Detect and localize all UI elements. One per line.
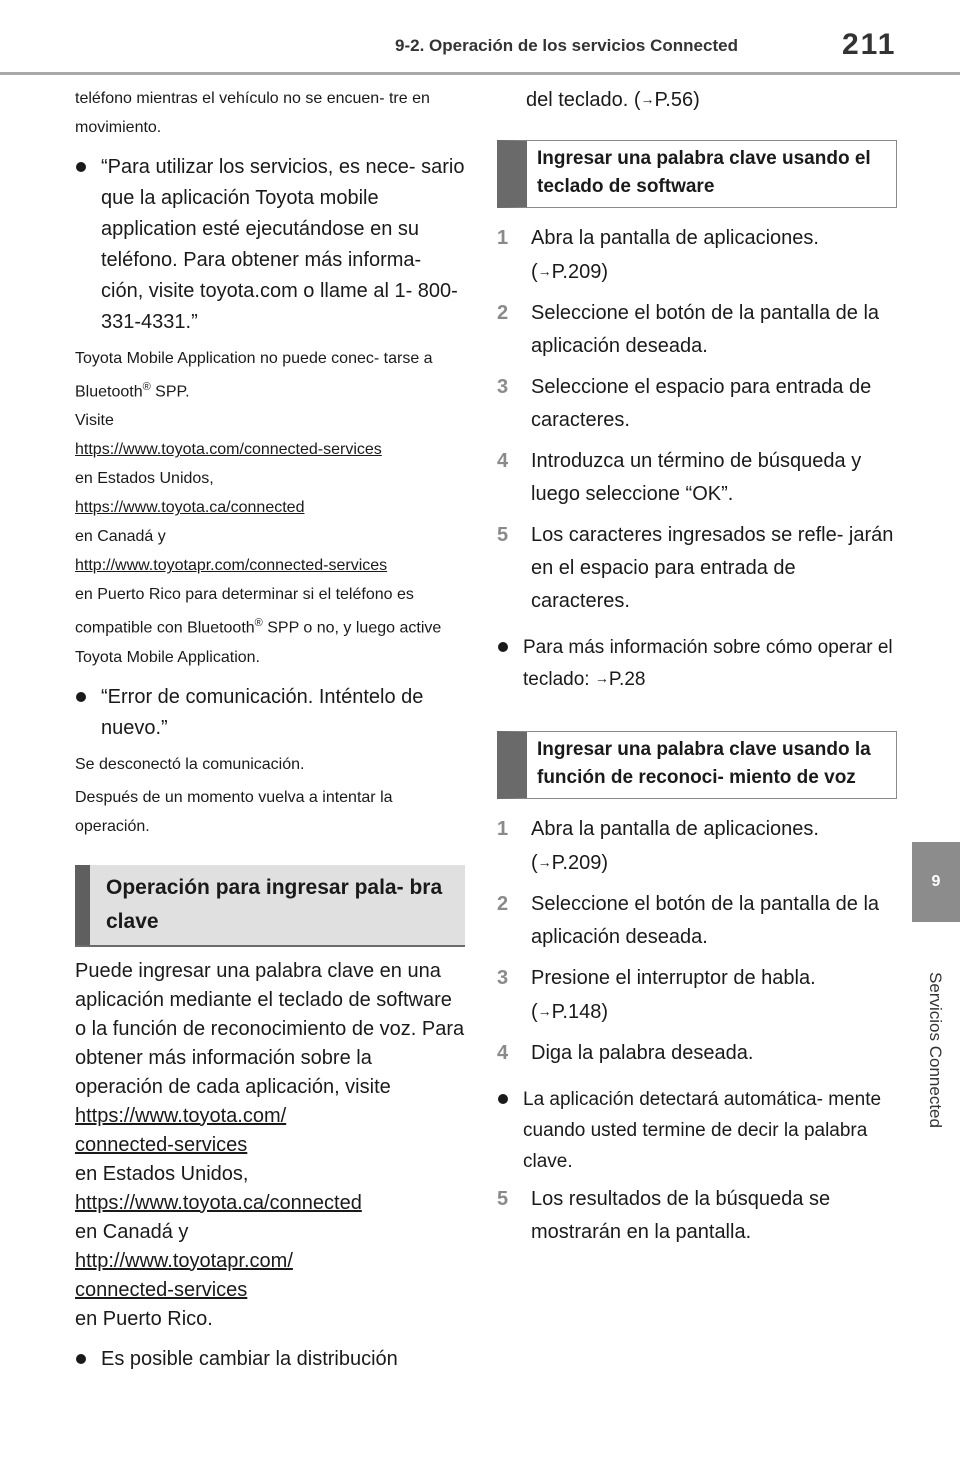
step-text	[531, 962, 816, 1029]
paragraph	[75, 580, 465, 671]
left-column	[75, 84, 465, 1375]
step-text	[531, 445, 897, 511]
step-item	[497, 297, 897, 363]
bullet-item	[75, 682, 465, 744]
page-ref[interactable]: P.209)	[551, 261, 609, 283]
step-text	[531, 813, 819, 880]
bullet-dot-icon	[76, 162, 86, 172]
link-pr-part1[interactable]: http://www.toyotapr.com/	[75, 1249, 293, 1272]
bullet-item	[75, 152, 465, 338]
step-text	[531, 1037, 753, 1070]
paragraph: Puede ingresar una palabra clave en una aplicación mediante el teclado de software o la función de reconocimiento de voz. Para obtener más información sobre la operación de cada aplicación, visite	[75, 959, 465, 1098]
page-ref[interactable]: P.209)	[551, 852, 609, 874]
arrow-right-icon: →	[537, 1003, 552, 1019]
step-text	[531, 371, 897, 437]
step-text	[531, 222, 819, 289]
step-number: 3	[497, 376, 509, 398]
text: Seleccione el botón de la pantalla de la aplicación deseada.	[531, 893, 880, 948]
bullet-text: La aplicación detectará automática- mente cuando usted termine de decir la palabra clave.	[523, 1089, 882, 1172]
paragraph: en Puerto Rico.	[75, 1307, 213, 1330]
paragraph: teléfono mientras el vehículo no se encuen- tre en movimiento.	[75, 90, 430, 136]
header-divider	[0, 72, 960, 75]
step-item	[497, 519, 897, 618]
section-heading: Operación para ingresar pala- bra clave	[75, 865, 465, 945]
page-ref[interactable]: P.56)	[654, 89, 700, 111]
step-text	[531, 519, 897, 618]
bullet-text: Es posible cambiar la distribución	[101, 1347, 398, 1370]
bullet-text	[523, 632, 897, 695]
paragraph: Visite	[75, 412, 114, 430]
paren: (	[531, 852, 538, 874]
link-us-part2[interactable]: connected-services	[75, 1133, 248, 1156]
paragraph: en Canadá y	[75, 528, 166, 546]
step-item	[497, 371, 897, 437]
step-number: 2	[497, 893, 509, 915]
arrow-right-icon: →	[537, 263, 552, 279]
text: Introduzca un término de búsqueda y luego seleccione “OK”.	[531, 450, 862, 505]
registered-mark: ®	[142, 381, 151, 393]
arrow-right-icon: →	[640, 91, 655, 107]
link-pr[interactable]: http://www.toyotapr.com/connected-services	[75, 557, 388, 575]
subheading-box: Ingresar una palabra clave usando la función de reconoci- miento de voz	[497, 731, 897, 799]
chapter-label: Servicios Connected	[926, 972, 945, 1128]
bullet-dot-icon	[76, 1354, 86, 1364]
paren: (	[531, 261, 538, 283]
bullet-dot-icon	[498, 1094, 508, 1104]
steps-list	[497, 222, 897, 618]
step-item	[497, 888, 897, 954]
text: Diga la palabra deseada.	[531, 1042, 754, 1064]
arrow-right-icon: →	[594, 670, 609, 686]
text: Toyota Mobile Application no puede conec- tarse a Bluetooth	[75, 350, 433, 401]
step-item	[497, 1037, 897, 1070]
link-us[interactable]: https://www.toyota.com/connected-services	[75, 441, 382, 459]
chapter-number: 9	[931, 873, 941, 890]
bullet-item	[75, 1344, 465, 1375]
paragraph: en Canadá y	[75, 1220, 189, 1243]
step-number: 4	[497, 450, 509, 472]
arrow-right-icon: →	[537, 854, 552, 870]
paren: (	[531, 1001, 538, 1023]
link-pr-part2[interactable]: connected-services	[75, 1278, 248, 1301]
step-number: 5	[497, 1188, 509, 1210]
bullet-dot-icon	[498, 642, 508, 652]
registered-mark: ®	[254, 617, 263, 630]
chapter-tab[interactable]	[912, 842, 960, 922]
text: Presione el interruptor de habla.	[531, 967, 816, 989]
section-title: 9-2. Operación de los servicios Connected	[395, 36, 738, 55]
link-ca[interactable]: https://www.toyota.ca/connected	[75, 499, 305, 517]
paragraph: Después de un momento vuelva a intentar la operación.	[75, 788, 393, 835]
step-text	[531, 297, 897, 363]
bullet-text: “Para utilizar los servicios, es nece- sario que la aplicación Toyota mobile application esté ejecutándose en su teléfono. Para obtener más informa- ción, visite toyota.com o llame al 1- 800-331-4331.”	[101, 156, 465, 333]
bullet-text: “Error de comunicación. Inténtelo de nuevo.”	[101, 685, 424, 739]
paragraph	[75, 344, 465, 406]
step-number: 1	[497, 227, 509, 249]
subheading-box: Ingresar una palabra clave usando el teclado de software	[497, 140, 897, 208]
bullet-item	[497, 1084, 897, 1177]
step-item	[497, 962, 897, 1029]
text: Seleccione el espacio para entrada de caracteres.	[531, 376, 872, 431]
step-item	[497, 813, 897, 880]
step-text: Los resultados de la búsqueda se mostrarán en la pantalla.	[531, 1188, 831, 1243]
text: Los caracteres ingresados se refle- jarán en el espacio para entrada de caracteres.	[531, 524, 894, 612]
text: en Puerto Rico para determinar si el teléfono es compatible con Bluetooth	[75, 586, 414, 637]
step-text	[531, 888, 897, 954]
link-ca-2[interactable]: https://www.toyota.ca/connected	[75, 1191, 362, 1214]
paragraph: en Estados Unidos,	[75, 1162, 249, 1185]
right-column	[497, 84, 897, 1249]
step-number: 5	[497, 524, 509, 546]
paragraph: Se desconectó la comunicación.	[75, 755, 305, 773]
page-ref[interactable]: P.148)	[551, 1001, 609, 1023]
step-number: 2	[497, 302, 509, 324]
step-number: 1	[497, 818, 509, 840]
page-number: 211	[842, 28, 897, 61]
link-us-part1[interactable]: https://www.toyota.com/	[75, 1104, 287, 1127]
text: Para más información sobre cómo operar el teclado:	[523, 637, 893, 690]
text: SPP o no, y luego active Toyota Mobile Application.	[75, 619, 442, 666]
paragraph	[497, 84, 897, 116]
paragraph: en Estados Unidos,	[75, 470, 214, 488]
step-number: 3	[497, 967, 509, 989]
text: del teclado. (	[526, 89, 641, 111]
text: Abra la pantalla de aplicaciones.	[531, 227, 819, 249]
step-item	[497, 445, 897, 511]
page-ref[interactable]: P.28	[608, 669, 646, 690]
steps-list	[497, 813, 897, 1070]
text: Abra la pantalla de aplicaciones.	[531, 818, 819, 840]
text: SPP.	[150, 383, 190, 401]
bullet-item	[497, 632, 897, 695]
step-item	[497, 1183, 897, 1249]
step-number: 4	[497, 1042, 509, 1064]
text: Seleccione el botón de la pantalla de la aplicación deseada.	[531, 302, 880, 357]
bullet-dot-icon	[76, 692, 86, 702]
step-item	[497, 222, 897, 289]
